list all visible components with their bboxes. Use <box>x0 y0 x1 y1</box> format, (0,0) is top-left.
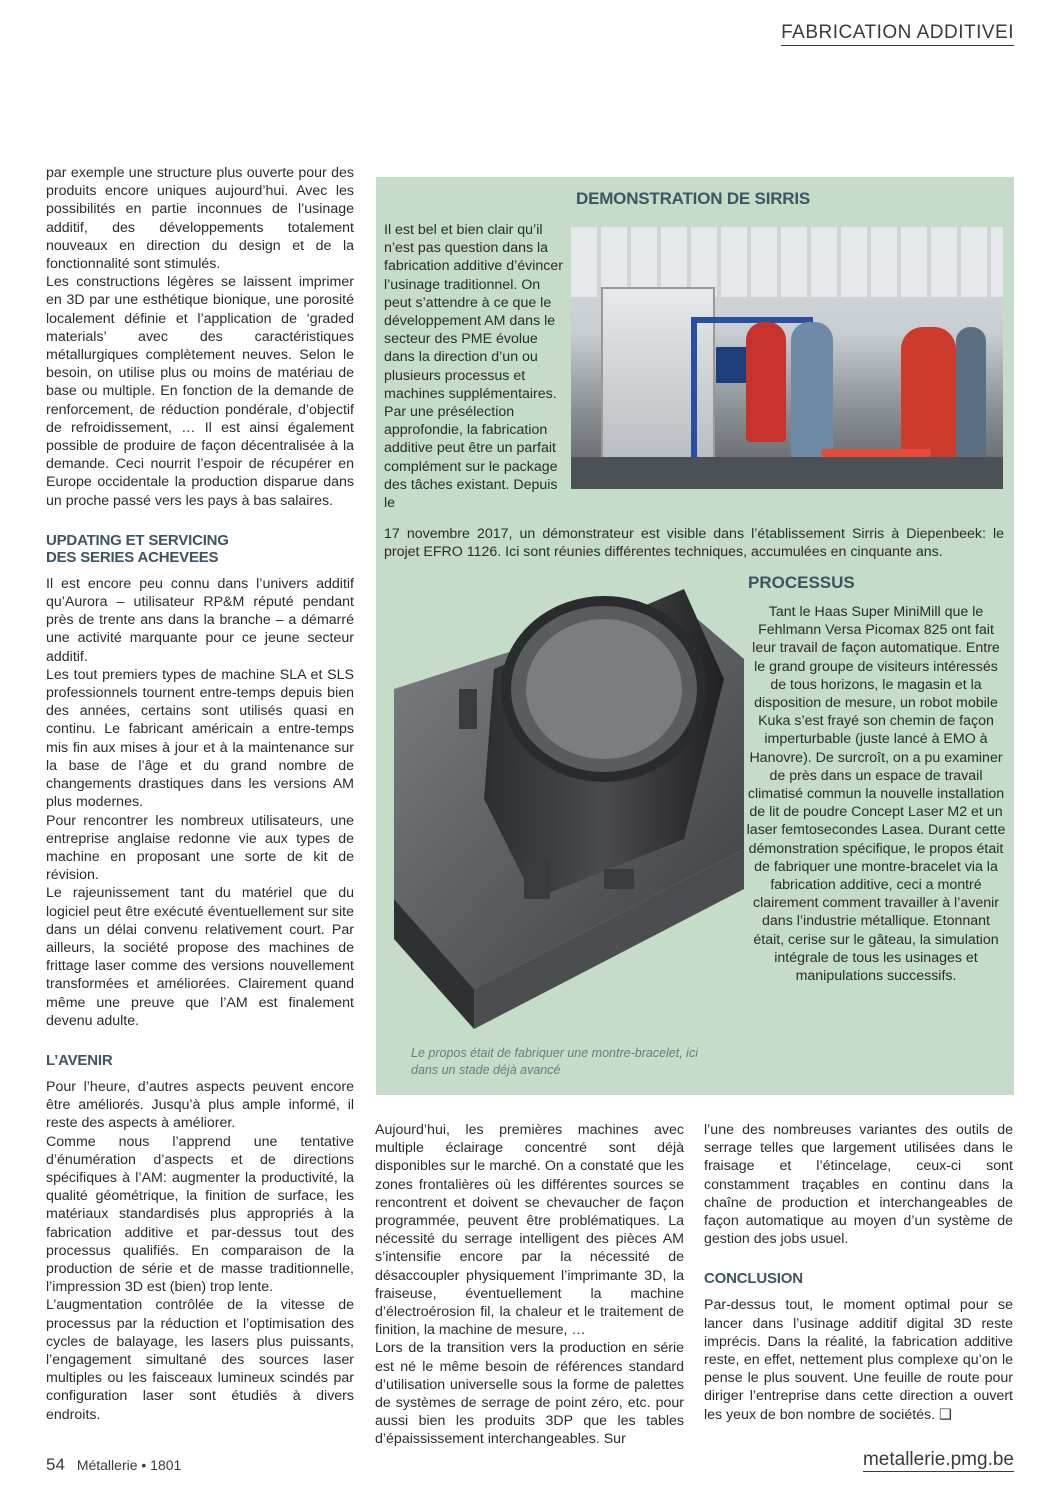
box-intro-continued: 17 novembre 2017, un démonstrateur est visible dans l’établissement Sirris à Diepenbeek: le projet EFRO 1126. Ici sont réunies différentes techniques, accumulées en cinquante ans. <box>384 526 1004 561</box>
right-column <box>704 1121 1013 1424</box>
box-title: DEMONSTRATION DE SIRRIS <box>576 189 811 208</box>
paragraph: Lors de la transition vers la production en série est né le même besoin de références standard d’utilisation universelle sous la forme de palettes de systèmes de serrage de point zéro, etc. pour aussi bien les produits 3DP que les tables d’épaississement interchangeables. Sur <box>375 1340 684 1448</box>
processus-heading: PROCESSUS <box>748 573 855 592</box>
heading-avenir: L’AVENIR <box>46 1051 113 1069</box>
paragraph: Pour l’heure, d’autres aspects peuvent encore être améliorés. Jusqu’à plus ample informé, il reste des aspects à améliorer. <box>46 1078 354 1132</box>
photo-caption: Le propos était de fabriquer une montre-bracelet, ici dans un stade déjà avancé <box>411 1046 698 1077</box>
sidebar-box-sirris <box>376 177 1014 1095</box>
heading-line: DES SERIES ACHEVEES <box>46 548 219 566</box>
processus-text: Tant le Haas Super MiniMill que le Fehlmann Versa Picomax 825 ont fait leur travail de façon automatique. Entre le grand groupe de visiteurs intéressés de tous horizons, le magasin et la disposition de mesure, un robot mobile Kuka s’est frayé son chemin de façon imperturbable (juste lancé à EMO à Hanovre). De surcroît, on a pu examiner de près dans un espace de travail climatisé commun la nouvelle installation de lit de poudre Concept Laser M2 et un laser femtosecondes Lasea. Durant cette démonstration spécifique, le propos était de fabriquer une montre-bracelet via la fabrication additive, ceci a montré clairement comment travailler à l’avenir dans l’industrie métallique. Etonnant était, cerise sur le gâteau, la simulation intégrale de tous les usinages et manipulations successifs. <box>746 604 1006 985</box>
footer-publication <box>46 1455 181 1475</box>
left-column <box>46 164 354 1424</box>
paragraph: Les constructions légères se laissent imprimer en 3D par une esthétique bionique, une porosité localement définie et l’application de ‘graded materials’ avec des caractéristiques métallurgiques complètement neuves. Selon le besoin, on utilise plus ou moins de matériau de base ou multiple. En fonction de la demande de renforcement, de réduction pondérale, d’objectif de refroidissement, … Il est ainsi également possible de produire de façon décentralisée à la demande. Ceci nourrit l’espoir de récupérer en Europe occidentale la production disparue dans un proche passé vers les pays à bas salaires. <box>46 274 354 509</box>
watch-case-photo <box>394 569 754 1037</box>
paragraph: Les tout premiers types de machine SLA et SLS professionnels tournent entre-temps depuis bien des années, certains sont utilisés quasi en continu. Le fabricant américain a entre-temps mis fin aux mises à jour et à la maintenance sur la base de l’âge et du grand nombre de changements drastiques dans les versions AM plus modernes. <box>46 666 354 811</box>
page-number: 54 <box>46 1455 65 1474</box>
heading-updating <box>46 532 354 566</box>
demonstration-photo <box>571 227 1003 489</box>
paragraph: par exemple une structure plus ouverte pour des produits encore uniques aujourd’hui. Avec les possibilités en partie inconnues de l’usinage additif, des développements totalement nouveaux en direction du design et de la fonctionnalité sont stimulés. <box>46 165 354 273</box>
section-title: FABRICATION ADDITIVEI <box>781 22 1014 46</box>
paragraph: Pour rencontrer les nombreux utilisateurs, une entreprise anglaise redonne vie aux types de machine en proposant une sorte de kit de révision. <box>46 812 354 884</box>
magazine-issue: Métallerie • 1801 <box>76 1457 182 1473</box>
heading-line: UPDATING ET SERVICING <box>46 531 229 549</box>
middle-column <box>375 1121 684 1449</box>
heading-conclusion: CONCLUSION <box>704 1270 803 1288</box>
paragraph: Il est encore peu connu dans l’univers additif qu’Aurora – utilisateur RP&M réputé pendant près de trente ans dans la branche – a démarré une activité marquante pour ce jeune secteur additif. <box>46 575 354 665</box>
paragraph: l’une des nombreuses variantes des outils de serrage telles que largement utilisées dans le fraisage et l’étincelage, ceux-ci sont constamment traçables en continu dans la chaîne de production et interchangeables de façon automatique au moyen d’un système de gestion des jobs usuel. <box>704 1122 1013 1248</box>
website-link[interactable]: metallerie.pmg.be <box>862 1449 1014 1470</box>
paragraph: Le rajeunissement tant du matériel que du logiciel peut être exécuté éventuellement sur site dans un délai convenu relativement court. Par ailleurs, la société propose des machines de frittage laser comme des versions nouvellement transformées et améliorées. Clairement quand même une preuve que l’AM est finalement devenu adulte. <box>46 885 354 1029</box>
paragraph: Comme nous l’apprend une tentative d’énumération d’aspects et de directions spécifiques à l’AM: augmenter la productivité, la qualité géométrique, la finition de surface, les matériaux standardisés plus appropriés à la fabrication additive et par-dessus tout des processus qualifiés. En comparaison de la production de série et de masse traditionnelle, l’impression 3D est (bien) trop lente. <box>46 1133 354 1296</box>
box-intro-text: Il est bel et bien clair qu’il n’est pas question dans la fabrication additive d’évincer l’usinage traditionnel. On peut s’attendre à ce que le développement AM dans le secteur des PME évolue dans la direction d’un ou plusieurs processus et machines supplémentaires. Par une présélection approfondie, la fabrication additive peut être un parfait complément sur le package des tâches existant. Depuis le <box>384 222 564 512</box>
paragraph: Aujourd’hui, les premières machines avec multiple éclairage concentré sont déjà disponibles sur le marché. On a constaté que les zones frontalières où les différentes sources se rencontrent et doivent se chevaucher de façon programmée, peuvent être problématiques. La nécessité du serrage intelligent des pièces AM s’intensifie encore par la nécessité de désaccoupler physiquement l’imprimante 3D, la fraiseuse, éventuellement la machine d’électroérosion fil, la chaleur et le traitement de finition, la machine de mesure, … <box>375 1122 684 1339</box>
paragraph: Par-dessus tout, le moment optimal pour se lancer dans l’usinage additif digital 3D reste imprécis. Dans la réalité, la fabrication additive reste, en effet, nettement plus complexe qu’on le pense le plus souvent. Une feuille de route pour diriger l’entreprise dans cette direction a ouvert les yeux de bon nombre de sociétés. ❑ <box>704 1297 1013 1423</box>
paragraph: L’augmentation contrôlée de la vitesse de processus par la réduction et l’optimisation des cycles de balayage, les lasers plus puissants, l’engagement simultané des sources laser multiples ou les faisceaux lumineux scindés par configuration laser sont étudiés à divers endroits. <box>46 1297 354 1423</box>
